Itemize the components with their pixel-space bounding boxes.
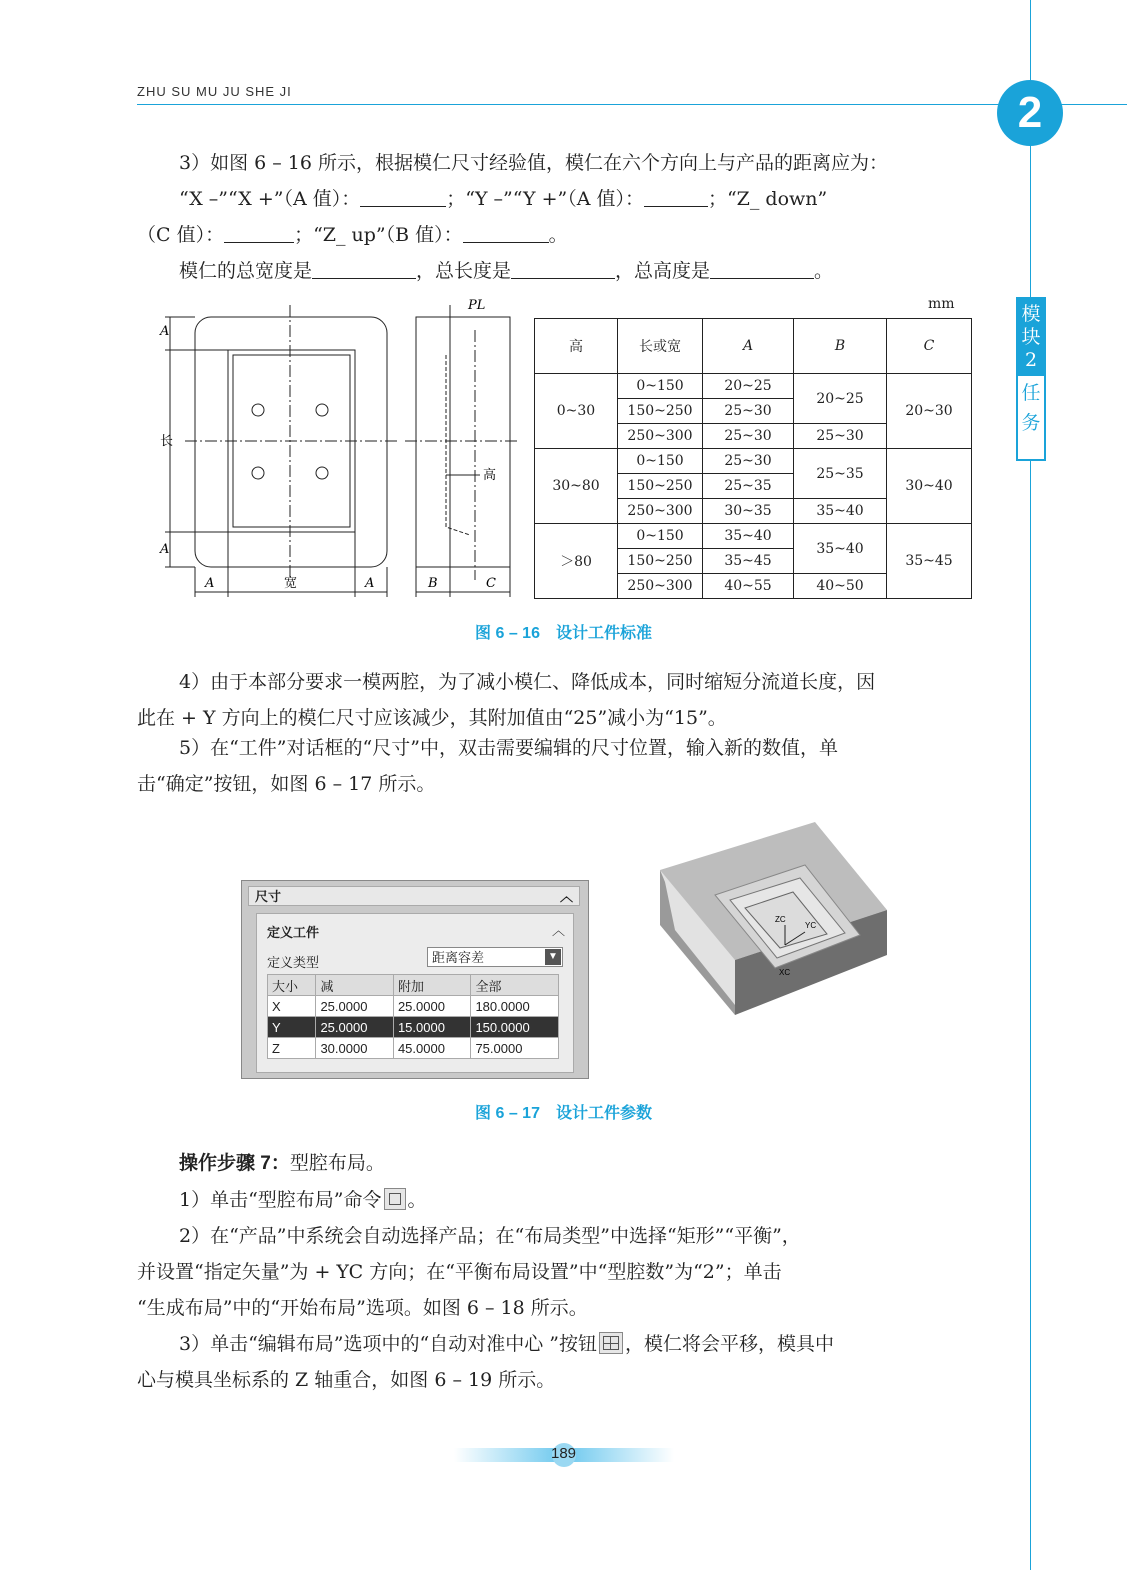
margin-rule — [1030, 0, 1031, 1570]
dim-label-b: B — [428, 576, 438, 591]
define-workpiece-section — [256, 913, 574, 1073]
yc-label: YC — [805, 921, 817, 930]
side-tab — [1016, 297, 1046, 461]
para-4: 4）由于本部分要求一模两腔，为了减小模仁、降低成本，同时缩短分流道长度，因 此在 + Y 方向上的模仁尺寸应该减少，其附加值由“25”减小为“15”。 — [137, 671, 876, 729]
side-tab-char: 模 — [1021, 303, 1041, 325]
figure-17-caption: 图 6 – 17 设计工件参数 — [475, 1105, 652, 1122]
section-title: 定义工件 — [267, 925, 320, 940]
table-row[interactable]: X 25.0000 25.0000 180.0000 — [268, 996, 559, 1017]
dim-label-a: A — [365, 576, 375, 591]
running-header: ZHU SU MU JU SHE JI — [137, 84, 292, 99]
para-5: 5）在“工件”对话框的“尺寸”中，双击需要编辑的尺寸位置，输入新的数值，单 击“确定”按钮，如图 6 – 17 所示。 — [137, 737, 838, 795]
dim-label-gao: 高 — [483, 468, 497, 483]
zc-label: ZC — [775, 915, 786, 924]
page-footer — [0, 1440, 1127, 1474]
side-tab-char: 2 — [1024, 349, 1038, 371]
dimension-grid: 大小 减 附加 全部 X 25.0000 25.0000 180.0000 Y 25.0000 15.0000 150.0000 Z 30.0000 45.0000 75.0000 — [267, 974, 559, 1059]
blank — [644, 186, 708, 207]
side-tab-char: 块 — [1021, 326, 1041, 348]
dim-label-a: A — [160, 542, 170, 557]
table-header: B — [794, 319, 887, 374]
auto-center-icon — [599, 1332, 623, 1354]
blank — [463, 222, 549, 243]
standard-table: 高 长或宽 A B C 0~30 0~150 20~25 20~25 20~30 150~250 25~30 250~300 25~30 25~30 30~80 0~150 25~30 25~35 30~40 150~250 25~35 250~300 30~35 35~40 ＞80 0~150 35~40 35~40 35~45 150~250 35~45 250~300 40~55 40~50 — [534, 318, 972, 599]
dim-label-kuan: 宽 — [284, 576, 298, 591]
blank — [511, 258, 615, 279]
table-row-selected[interactable]: Y 25.0000 15.0000 150.0000 — [268, 1017, 559, 1038]
collapse-icon[interactable]: ︿ — [551, 923, 565, 938]
table-row[interactable]: Z 30.0000 45.0000 75.0000 — [268, 1038, 559, 1059]
workpiece-drawing — [150, 295, 530, 600]
chapter-number-badge: 2 — [997, 80, 1063, 146]
figure-16-caption: 图 6 – 16 设计工件标准 — [475, 625, 652, 642]
table-header: C — [887, 319, 972, 374]
header-rule — [137, 104, 1127, 105]
chevron-down-icon: ▼ — [545, 949, 561, 965]
table-header: A — [703, 319, 794, 374]
para-3: 3）如图 6 – 16 所示，根据模仁尺寸经验值，模仁在六个方向上与产品的距离应为： “X –”“X +”（A 值）： ；“Y –”“Y +”（A 值）： ；“Z_ down” （C 值）： ；“Z_ up”（B 值）： 。 模仁的总宽度是 ，总长度是 ，总高度是 。 — [137, 152, 889, 282]
blank — [710, 258, 814, 279]
collapse-icon[interactable]: ︿ — [559, 889, 573, 904]
cavity-layout-icon — [384, 1188, 406, 1210]
table-header: 长或宽 — [618, 319, 703, 374]
blank — [312, 258, 416, 279]
blank — [224, 222, 294, 243]
page-number: 189 — [550, 1445, 577, 1462]
dim-label-a: A — [205, 576, 215, 591]
table-header: 高 — [535, 319, 618, 374]
dim-label-c: C — [486, 576, 496, 591]
type-select[interactable]: 距离容差 ▼ — [427, 947, 563, 967]
dimension-dialog — [241, 880, 589, 1079]
blank — [360, 186, 446, 207]
dim-label-a: A — [160, 324, 170, 339]
side-tab-char: 务 — [1021, 412, 1041, 434]
type-label: 定义类型 — [267, 955, 320, 970]
dialog-title: 尺寸 ︿ — [248, 886, 580, 906]
step-7: 操作步骤 7：型腔布局。 1）单击“型腔布局”命令 。 2）在“产品”中系统会自动选择产品；在“布局类型”中选择“矩形”“平衡”， 并设置“指定矢量”为 + YC 方向；在“平衡布局设置”中“型腔数”为“2”；单击 “生成布局”中的“开始布局”选项。如图 6 – 18 所示。 3）单击“编辑布局”选项中的“自动对准中心 ”按钮 ，模仁将会平移，模具中 心与模具坐标系的 Z 轴重合，如图 6 – 19 所示。 — [137, 1152, 834, 1391]
side-tab-char: 任 — [1021, 382, 1041, 404]
workpiece-3d-model — [655, 820, 890, 1080]
xc-label: XC — [779, 968, 791, 977]
unit-label: mm — [928, 296, 955, 312]
parting-line-label: PL — [468, 298, 486, 313]
dim-label-chang: 长 — [160, 434, 174, 449]
